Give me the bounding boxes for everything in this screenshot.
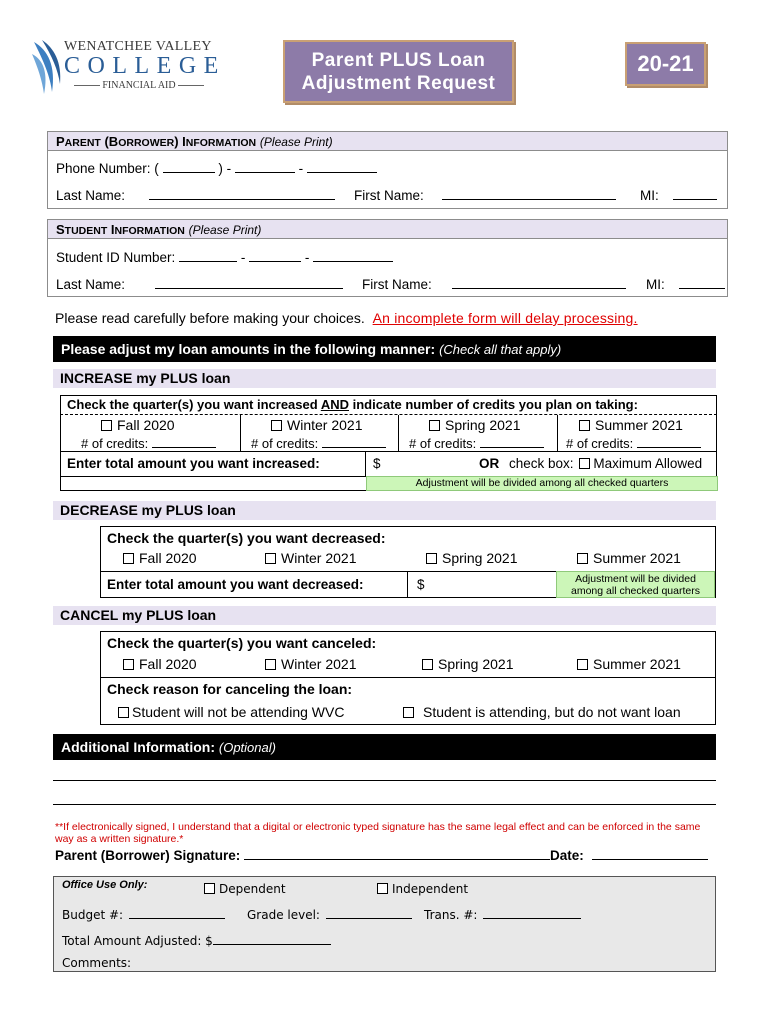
instructions-text: Please read carefully before making your choices.	[55, 310, 365, 326]
decrease-instruction: Check the quarter(s) you want decreased:	[107, 530, 386, 546]
student-mi-field[interactable]	[646, 277, 725, 292]
additional-info-line-1[interactable]	[53, 780, 716, 781]
decrease-amount-field[interactable]: $	[417, 577, 425, 592]
cancel-summer-2021-checkbox[interactable]: Summer 2021	[577, 656, 681, 672]
increase-divided-note: Adjustment will be divided among all checked quarters	[366, 476, 718, 491]
logo-line-1: WENATCHEE VALLEY	[64, 39, 212, 54]
parent-last-name-field[interactable]	[56, 188, 335, 203]
increase-heading: INCREASE my PLUS loan	[53, 369, 716, 388]
student-id-label: Student ID Number:	[56, 250, 176, 265]
decrease-winter-2021-checkbox[interactable]: Winter 2021	[265, 550, 356, 566]
decrease-total-row	[101, 571, 715, 598]
date-label: Date:	[550, 848, 584, 863]
additional-info-line-2[interactable]	[53, 804, 716, 805]
increase-fall-credits-field[interactable]: # of credits:	[81, 436, 216, 451]
parent-mi-field[interactable]	[640, 188, 717, 203]
increase-instruction: Check the quarter(s) you want increased AND indicate number of credits you plan on taking:	[60, 395, 717, 415]
form-title-line-1: Parent PLUS Loan	[311, 50, 486, 71]
decrease-fall-2020-checkbox[interactable]: Fall 2020	[123, 550, 197, 566]
logo-line-2: COLLEGE	[64, 53, 226, 79]
parent-please-print: (Please Print)	[259, 135, 333, 149]
student-id-field[interactable]: Student ID Number: - -	[56, 250, 393, 265]
decrease-summer-2021-checkbox[interactable]: Summer 2021	[577, 550, 681, 566]
college-logo	[30, 38, 226, 98]
office-budget-field[interactable]: Budget #:	[62, 907, 225, 922]
increase-spring-credits-field[interactable]: # of credits:	[409, 436, 544, 451]
increase-spring-2021-checkbox[interactable]: Spring 2021	[429, 417, 521, 433]
student-first-name-label: First Name:	[362, 277, 432, 292]
office-use-box	[53, 876, 716, 972]
student-please-print: (Please Print)	[188, 223, 262, 237]
parent-first-name-field[interactable]	[354, 188, 616, 203]
increase-summer-credits-field[interactable]: # of credits:	[566, 436, 701, 451]
office-trans-field[interactable]: Trans. #:	[424, 907, 581, 922]
optional-note: (Optional)	[218, 740, 276, 755]
cancel-instruction: Check the quarter(s) you want canceled:	[107, 635, 377, 651]
cancel-reason-no-loan[interactable]: Student is attending, but do not want loan	[403, 704, 681, 720]
form-title-box	[283, 40, 514, 103]
aid-year-box: 20-21	[625, 42, 706, 86]
parent-info-heading: PARENT (BORROWER) INFORMATION (Please Print)	[48, 132, 727, 151]
office-grade-field[interactable]: Grade level:	[247, 907, 412, 922]
increase-max-option[interactable]: OR check box: Maximum Allowed	[479, 456, 703, 471]
office-total-adjusted-field[interactable]: Total Amount Adjusted: $	[62, 933, 331, 948]
phone-label: Phone Number: (	[56, 161, 159, 176]
cancel-fall-2020-checkbox[interactable]: Fall 2020	[123, 656, 197, 672]
logo-financial-aid: FINANCIAL AID	[102, 80, 176, 91]
cancel-spring-2021-checkbox[interactable]: Spring 2021	[422, 656, 514, 672]
form-title-line-2: Adjustment Request	[301, 73, 496, 94]
e-signature-disclaimer: **If electronically signed, I understand that a digital or electronic typed signature has the same legal effect and can be enforced in the same way as a written signature.*	[55, 821, 701, 845]
decrease-divided-note: Adjustment will be divided among all checked quarters	[556, 571, 715, 598]
increase-amount-field[interactable]: $	[373, 456, 381, 471]
adjust-bar: Please adjust my loan amounts in the following manner: (Check all that apply)	[53, 336, 716, 362]
signature-row[interactable]	[55, 848, 708, 863]
parent-first-name-label: First Name:	[354, 188, 424, 203]
logo-line-3	[64, 80, 214, 91]
office-independent-checkbox[interactable]: Independent	[377, 882, 468, 896]
increase-fall-2020-checkbox[interactable]: Fall 2020	[101, 417, 175, 433]
parent-phone-field[interactable]: Phone Number: ( ) - -	[56, 161, 377, 176]
cancel-winter-2021-checkbox[interactable]: Winter 2021	[265, 656, 356, 672]
student-last-name-field[interactable]	[56, 277, 343, 292]
logo-swoosh-icon	[30, 40, 64, 96]
cancel-reason-not-attending[interactable]: Student will not be attending WVC	[118, 704, 344, 720]
decrease-heading: DECREASE my PLUS loan	[53, 501, 716, 520]
parent-mi-label: MI:	[640, 188, 659, 203]
cancel-section	[100, 631, 716, 725]
check-all-note: (Check all that apply)	[439, 342, 562, 357]
increase-note-row	[60, 477, 717, 491]
student-info-heading: STUDENT INFORMATION (Please Print)	[48, 220, 727, 239]
increase-winter-2021-checkbox[interactable]: Winter 2021	[271, 417, 362, 433]
increase-quarters-row	[60, 415, 717, 451]
decrease-total-label: Enter total amount you want decreased:	[107, 577, 364, 592]
instructions-line	[55, 310, 638, 326]
increase-section	[60, 395, 717, 491]
student-last-name-label: Last Name:	[56, 277, 126, 292]
cancel-reason-label: Check reason for canceling the loan:	[107, 681, 353, 697]
cancel-heading: CANCEL my PLUS loan	[53, 606, 716, 625]
increase-summer-2021-checkbox[interactable]: Summer 2021	[579, 417, 683, 433]
office-comments-field[interactable]: Comments:	[62, 956, 132, 970]
student-info-section	[47, 219, 728, 297]
increase-total-label: Enter total amount you want increased:	[67, 456, 320, 471]
decrease-section	[100, 526, 716, 598]
parent-last-name-label: Last Name:	[56, 188, 126, 203]
increase-total-row	[60, 451, 717, 477]
student-first-name-field[interactable]	[362, 277, 626, 292]
delay-warning: An incomplete form will delay processing.	[372, 310, 638, 326]
student-mi-label: MI:	[646, 277, 665, 292]
increase-winter-credits-field[interactable]: # of credits:	[251, 436, 386, 451]
additional-info-bar: Additional Information: (Optional)	[53, 734, 716, 760]
parent-info-section	[47, 131, 728, 209]
office-dependent-checkbox[interactable]: Dependent	[204, 882, 286, 896]
decrease-spring-2021-checkbox[interactable]: Spring 2021	[426, 550, 518, 566]
office-use-title: Office Use Only:	[62, 879, 148, 891]
signature-label: Parent (Borrower) Signature:	[55, 848, 241, 863]
